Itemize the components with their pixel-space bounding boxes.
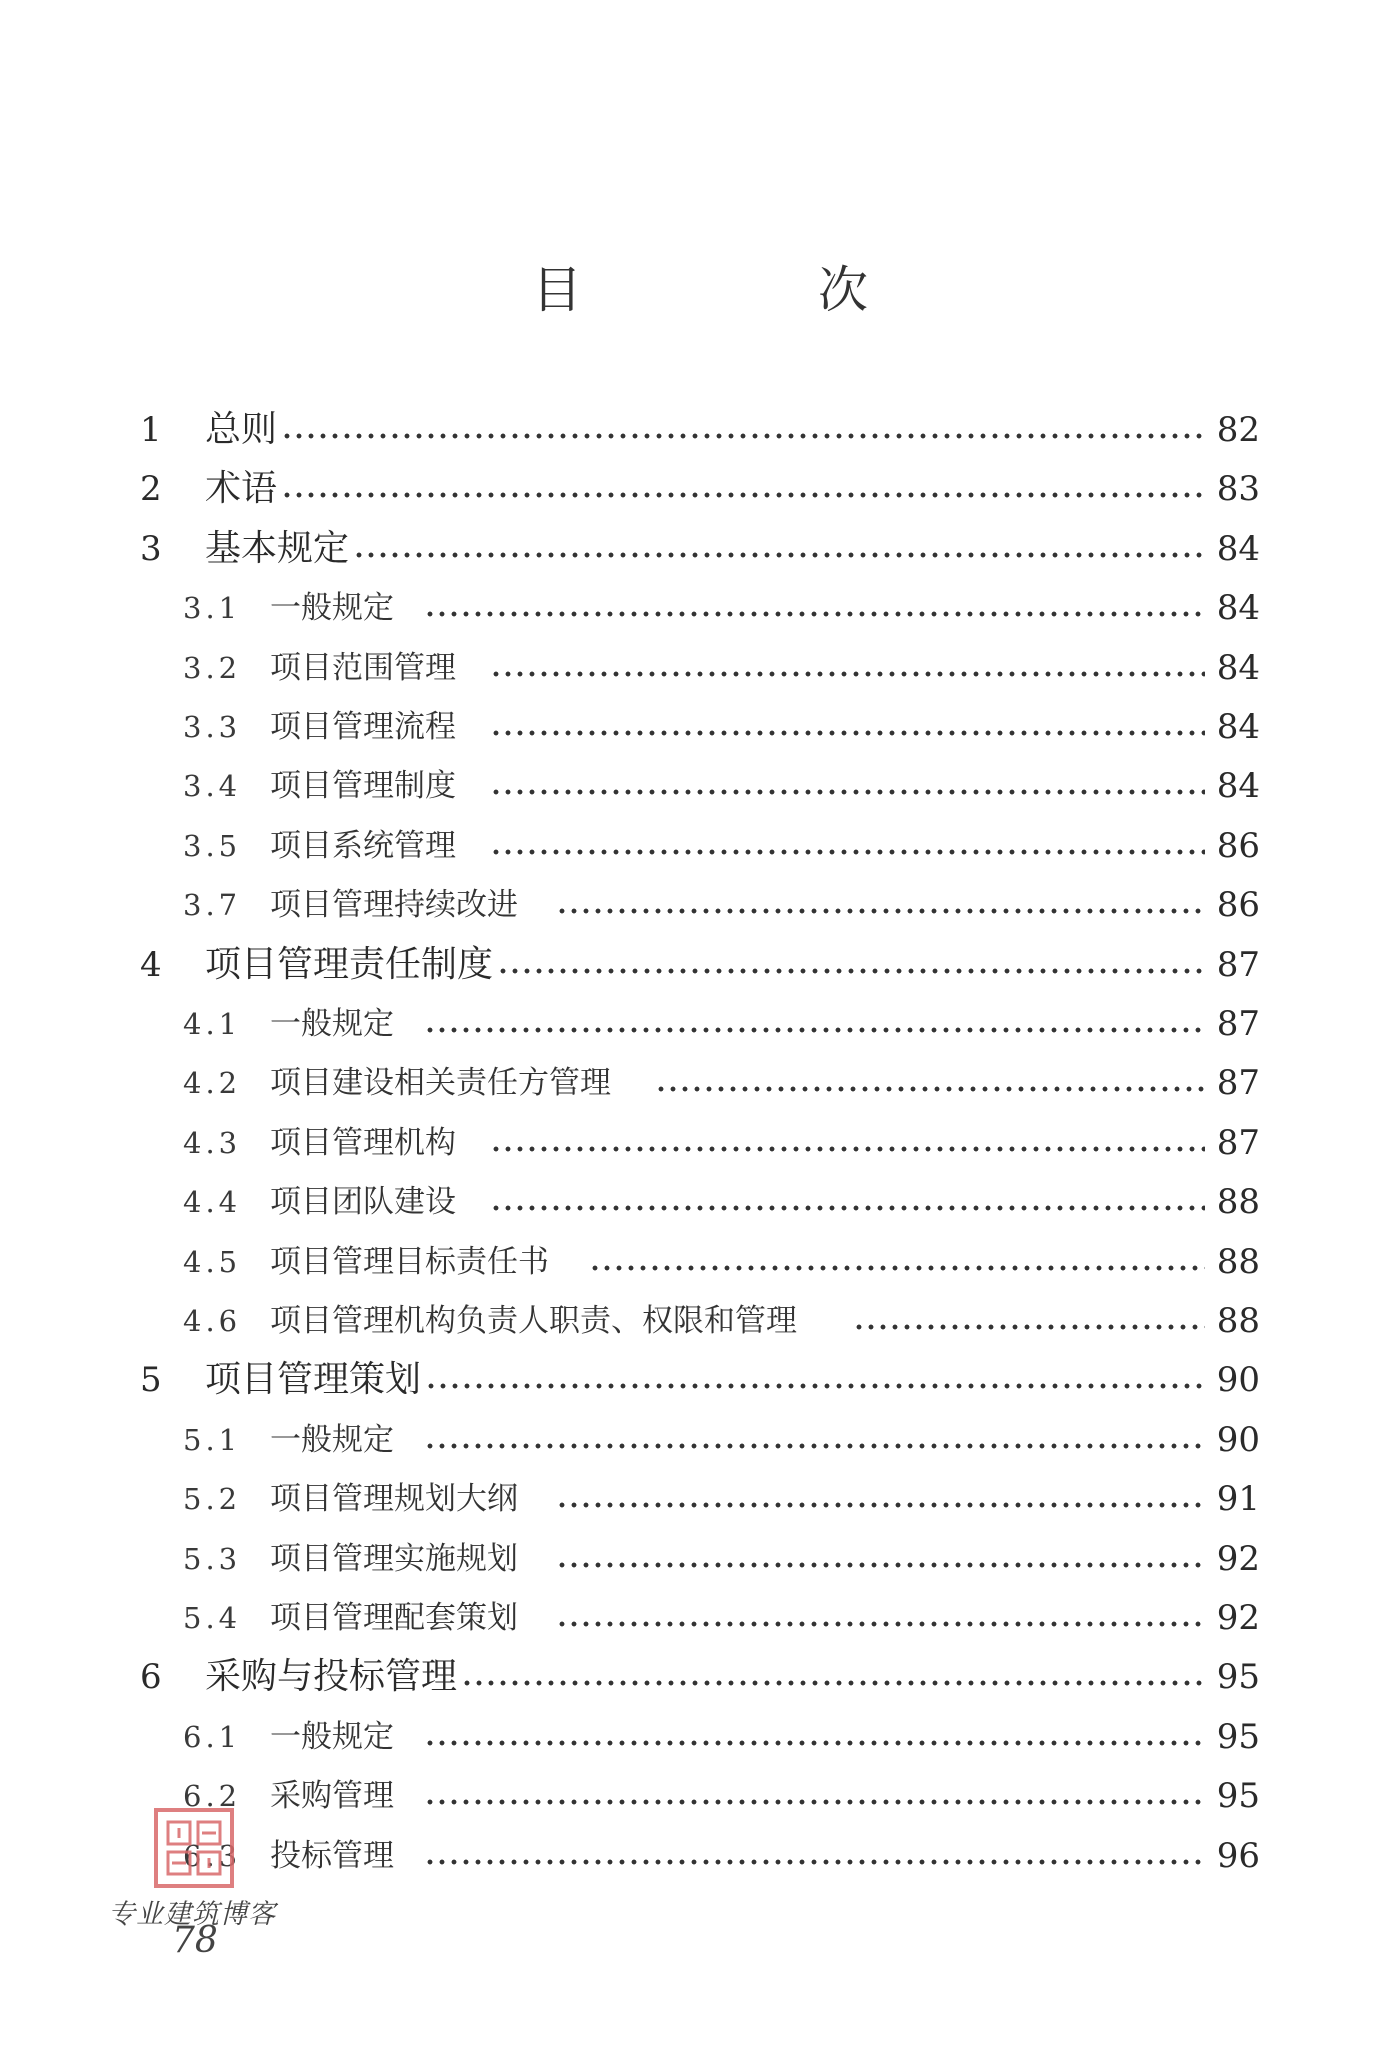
toc-entry [0,1707,1400,1767]
toc-entry-number: 3.2 [183,650,242,685]
toc-entry-title: 项目管理策划 [205,1359,422,1401]
toc-entry [0,459,1400,519]
toc-entry-title: 项目管理制度 [270,768,456,805]
toc-entry [0,816,1400,876]
toc-entry-number: 4.3 [183,1125,242,1160]
toc-entry [0,697,1400,757]
toc-entry-number: 2 [140,469,162,510]
toc-entry-title: 项目团队建设 [270,1184,456,1221]
toc-entry-number: 5.4 [183,1601,242,1635]
toc-entry-page: 87 [1216,1122,1260,1163]
toc-leader-dots [424,994,1205,1054]
toc-entry [0,1588,1400,1648]
toc-entry-page: 88 [1216,1301,1260,1341]
toc-entry-number: 3.1 [183,591,242,626]
toc-entry [0,1232,1400,1292]
toc-entry [0,578,1400,638]
toc-leader-dots [490,1172,1205,1232]
toc-entry-page: 92 [1216,1538,1260,1579]
toc-entry-number: 4.2 [183,1066,242,1101]
toc-entry-title: 一般规定 [270,590,394,627]
toc-entry [0,1350,1400,1410]
toc-entry [0,1410,1400,1470]
toc-entry-number: 5.3 [183,1541,242,1576]
toc-entry-page: 84 [1216,528,1260,569]
page-number: 78 [172,1920,218,1961]
toc-entry-title: 项目系统管理 [270,827,456,864]
toc-entry [0,1053,1400,1113]
toc-entry-title: 术语 [205,468,278,510]
toc-leader-dots [424,1766,1205,1826]
toc-leader-dots [589,1232,1205,1292]
toc-entry-page: 82 [1216,410,1260,450]
toc-entry-title: 一般规定 [270,1718,394,1755]
watermark-text: 专业建筑博客 [108,1899,276,1930]
toc-entry [0,875,1400,935]
toc-entry [0,638,1400,698]
toc-entry [0,756,1400,816]
toc-entry-title: 项目建设相关责任方管理 [270,1065,611,1102]
toc-entry-title: 项目范围管理 [270,649,456,686]
toc-entry-number: 1 [140,410,162,450]
toc-leader-dots [556,875,1205,935]
toc-entry-number: 6.2 [183,1779,242,1814]
toc-entry-number: 5.1 [183,1422,242,1457]
toc-entry-page: 87 [1216,944,1260,985]
toc-leader-dots [853,1291,1205,1351]
toc-leader-dots [556,1469,1205,1529]
toc-entry-number: 3.5 [183,828,242,863]
toc-entry-title: 项目管理目标责任书 [270,1243,549,1280]
toc-entry-title: 投标管理 [270,1837,394,1874]
toc-entry [0,1291,1400,1351]
toc-entry-page: 84 [1216,766,1260,807]
toc-entry-number: 4 [140,944,162,985]
toc-entry-title: 项目管理流程 [270,709,456,745]
toc-entry-number: 4.6 [183,1304,242,1338]
toc-entry-title: 基本规定 [205,527,350,569]
toc-entry-title: 一般规定 [270,1006,394,1042]
toc-leader-dots [556,1529,1205,1589]
toc-leader-dots [424,1826,1205,1886]
toc-entry-page: 95 [1216,1716,1260,1757]
toc-entry [0,519,1400,579]
toc-entry-number: 5 [140,1360,162,1401]
toc-leader-dots [556,1588,1205,1648]
toc-entry-page: 88 [1216,1241,1260,1282]
toc-entry-page: 88 [1216,1182,1260,1223]
toc-entry-page: 84 [1216,588,1260,629]
toc-entry [0,1172,1400,1232]
toc-leader-dots [655,1053,1205,1113]
toc-entry-page: 84 [1216,647,1260,688]
toc-entry-title: 项目管理机构 [270,1124,456,1161]
toc-entry-page: 91 [1216,1479,1260,1520]
toc-leader-dots [490,697,1205,757]
toc-entry-number: 6.3 [183,1838,242,1873]
toc-entry-title: 项目管理持续改进 [270,887,518,924]
toc-leader-dots [425,1350,1205,1410]
toc-entry-number: 5.2 [183,1482,242,1517]
toc-entry-title: 一般规定 [270,1421,394,1458]
toc-leader-dots [281,400,1205,460]
toc-leader-dots [490,816,1205,876]
toc-entry [0,1113,1400,1173]
toc-entry-title: 项目管理实施规划 [270,1540,518,1577]
toc-entry-number: 4.5 [183,1244,242,1279]
toc-entry-page: 83 [1216,469,1260,510]
toc-entry-page: 95 [1216,1776,1260,1817]
toc-leader-dots [424,1707,1205,1767]
toc-leader-dots [424,1410,1205,1470]
toc-leader-dots [497,935,1205,995]
toc-entry-number: 3.3 [183,710,242,744]
toc-entry-page: 87 [1216,1004,1260,1044]
toc-leader-dots [490,1113,1205,1173]
toc-entry-page: 84 [1216,707,1260,747]
toc-entry-number: 4.1 [183,1007,242,1041]
toc-entry-title: 总则 [205,409,278,450]
toc-entry-page: 90 [1216,1419,1260,1460]
toc-leader-dots [461,1647,1205,1707]
toc-entry-page: 86 [1216,825,1260,866]
toc-entry-page: 96 [1216,1835,1260,1876]
toc-entry-page: 95 [1216,1657,1260,1698]
toc-entry [0,994,1400,1054]
toc-entry-number: 3.4 [183,769,242,804]
toc-leader-dots [353,519,1205,579]
toc-leader-dots [424,578,1205,638]
toc-leader-dots [490,756,1205,816]
toc-entry-title: 项目管理责任制度 [205,943,494,985]
toc-leader-dots [281,459,1205,519]
toc-entry-number: 4.4 [183,1185,242,1220]
toc-entry-number: 6.1 [183,1719,242,1754]
toc-entry-title: 项目管理配套策划 [270,1600,518,1636]
toc-entry-page: 90 [1216,1360,1260,1401]
toc-entry [0,400,1400,460]
toc-entry [0,1469,1400,1529]
seal-stamp-icon [154,1808,234,1888]
toc-entry-number: 3.7 [183,888,242,923]
toc-entry [0,1529,1400,1589]
toc-entry-title: 项目管理机构负责人职责、权限和管理 [270,1303,797,1339]
toc-entry-title: 项目管理规划大纲 [270,1481,518,1518]
toc-leader-dots [490,638,1205,698]
toc-entry [0,935,1400,995]
toc-entry-page: 86 [1216,885,1260,926]
toc-entry-page: 92 [1216,1598,1260,1638]
page-title: 目 次 [532,261,978,319]
toc-entry-number: 6 [140,1657,162,1698]
toc-entry-title: 采购与投标管理 [205,1656,458,1698]
toc-entry-number: 3 [140,528,162,569]
toc-entry-page: 87 [1216,1063,1260,1104]
toc-entry-title: 采购管理 [270,1778,394,1815]
toc-entry [0,1647,1400,1707]
